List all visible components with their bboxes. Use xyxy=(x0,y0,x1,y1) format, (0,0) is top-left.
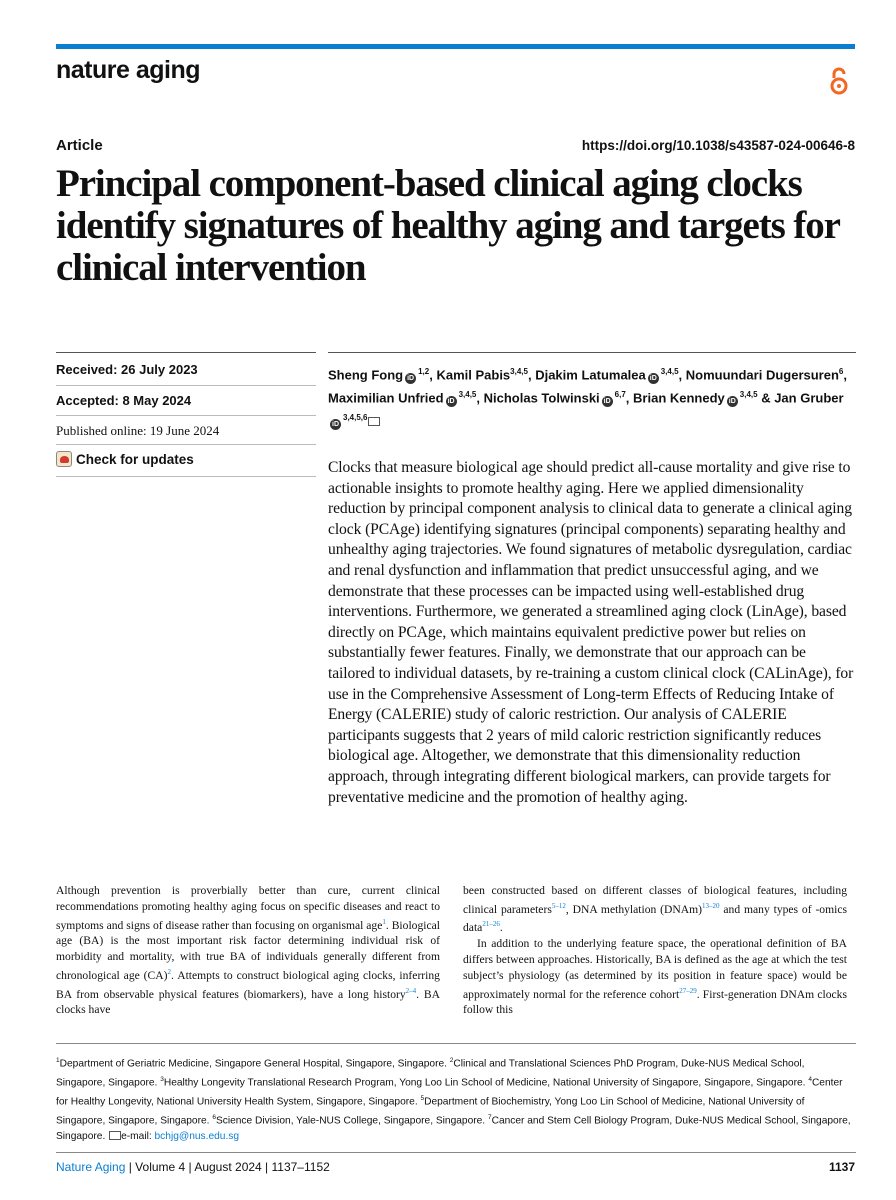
reference-citation: 21–26 xyxy=(482,920,500,929)
affiliation-number: 4 xyxy=(808,1075,812,1083)
footer-citation xyxy=(56,1160,330,1174)
reference-citation: 2 xyxy=(167,967,172,976)
orcid-icon: iD xyxy=(603,398,611,406)
author-separator: , xyxy=(625,390,634,406)
author-list xyxy=(328,362,848,430)
author-name: Nicholas Tolwinski xyxy=(483,390,600,406)
journal-name[interactable]: nature aging xyxy=(56,56,201,84)
author-name: Kamil Pabis xyxy=(436,367,511,383)
affiliation-number: 3 xyxy=(160,1075,164,1083)
meta-divider xyxy=(56,444,316,445)
meta-rule xyxy=(56,352,316,353)
footer-rule xyxy=(56,1152,856,1153)
body-paragraph: Although prevention is proverbially better than cure, current clinical recommendations promoting healthy aging focus on specific diseases and react to symptoms and signs of disease rather than focusing on organismal age$^1$. Biological age (BA) is the most important risk factor determining individual risk of morbidity and mortality, with true BA of individuals generally different from chronological age (CA)$^2$. Attempts to construct biological aging clocks, inferring BA from observable physical features (biomarkers), have a long history$^{2-4}$. BA clocks have xyxy=(56,884,440,1017)
orcid-icon: iD xyxy=(447,398,455,406)
page-number: 1137 xyxy=(828,1160,855,1174)
abstract: Clocks that measure biological age should predict all-cause mortality and give rise to actionable insights to promote healthy aging. Here we applied dimensionality reduction by principal component analysis to clinical data to generate a clinical aging clock (PCAge) identifying signatures (principal components) separating healthy and unhealthy aging trajectories. We found signatures of metabolic dysregulation, cardiac and renal dysfunction and inflammation that predict unsuccessful aging, and we demonstrate that these processes can be impacted using well-established drug interventions. Furthermore, we generated a streamlined aging clock (LinAge), based directly on PCAge, which maintains equivalent predictive power but relies on substantially fewer features. Finally, we demonstrate that our approach can be tailored to individual datasets, by re-training a custom clinical clock (CALinAge), for use in the Comprehensive Assessment of Long-term Effects of Reducing Intake of Energy (CALERIE) study of caloric restriction. Our analysis of CALERIE participants suggests that 2 years of mild caloric restriction significantly reduces biological age. Altogether, we demonstrate that this dimensionality reduction approach, through integrating different biological markers, can provide targets for preventative medicine and the promotion of healthy aging. xyxy=(328,459,854,806)
header-rule xyxy=(56,44,855,49)
orcid-icon: iD xyxy=(728,398,736,406)
accepted-date: Accepted: 8 May 2024 xyxy=(56,393,192,408)
author-affiliation: 1,2 xyxy=(418,367,430,376)
authors-rule xyxy=(328,352,856,353)
meta-divider xyxy=(56,415,316,416)
author-name: Maximilian Unfried xyxy=(328,390,444,406)
author-separator: , xyxy=(476,390,484,406)
author-affiliation: 3,4,5 xyxy=(739,389,758,399)
author-affiliation: 3,4,5 xyxy=(510,367,528,376)
author-affiliation: 3,4,5 xyxy=(458,389,477,399)
affiliation-number: 2 xyxy=(449,1057,454,1064)
orcid-icon: iD xyxy=(332,420,339,428)
author-name: Djakim Latumalea xyxy=(535,367,646,383)
author-name: Sheng Fong xyxy=(328,367,404,383)
author-affiliation: 6 xyxy=(838,367,844,376)
affiliation-number: 1 xyxy=(56,1057,60,1064)
reference-citation: 27–29 xyxy=(679,986,697,995)
body-paragraph: In addition to the underlying feature space, the operational definition of BA differs between approaches. Historically, BA is defined as the age at which the test subject’s physiology (as determined by its position in feature space) would be approximately normal for the reference cohort$^{27-29}$. First-generation DNAm clocks follow this xyxy=(463,937,847,1017)
meta-divider xyxy=(56,476,316,477)
body-column-right xyxy=(463,883,847,1018)
author-separator: , xyxy=(843,367,847,383)
affiliation-number: 6 xyxy=(212,1113,216,1121)
reference-citation: 13–20 xyxy=(702,901,720,910)
orcid-icon: iD xyxy=(649,375,657,383)
author-affiliation: 3,4,5,6 xyxy=(343,412,368,422)
check-for-updates-link[interactable] xyxy=(56,451,194,467)
reference-citation: 5–12 xyxy=(551,901,566,910)
article-type-label: Article xyxy=(56,137,103,154)
author-separator: , xyxy=(429,367,437,383)
affiliation-number: 7 xyxy=(487,1113,492,1121)
footnote-rule xyxy=(56,1043,856,1044)
mail-icon xyxy=(109,1131,121,1140)
author-name: Brian Kennedy xyxy=(633,390,725,406)
received-date: Received: 26 July 2023 xyxy=(56,362,198,377)
reference-citation: 1 xyxy=(382,917,386,926)
footer-issue: | Volume 4 | August 2024 | 1137–1152 xyxy=(125,1160,330,1174)
body-column-left xyxy=(56,883,440,1018)
author-separator: , xyxy=(678,367,686,383)
author-name: Nomuundari Dugersuren xyxy=(685,367,839,383)
email-link[interactable]: bchjg@nus.edu.sg xyxy=(154,1130,240,1142)
body-paragraph: been constructed based on different classes of biological features, including clinical parameters$^{5-12}$, DNA methylation (DNAm)$^{13-20}$ and many types of -omics data$^{21-26}$. xyxy=(463,884,847,935)
check-updates-label: Check for updates xyxy=(76,451,194,467)
affiliations: $^1$Department of Geriatric Medicine, Singapore General Hospital, Singapore, Singapore. $^2$Clinical and Translational Sciences PhD Program, Duke-NUS Medical School, Singapore, Singapore. $^3$Healthy Longevity Translational Research Program, Yong Loo Lin School of Medicine, National University of Singapore, Singapore, Singapore. $^4$Center for Healthy Longevity, National University Health System, Singapore, Singapore. $^5$Department of Biochemistry, Yong Loo Lin School of Medicine, National University of Singapore, Singapore, Singapore. $^6$Science Division, Yale-NUS College, Singapore, Singapore. $^7$Cancer and Stem Cell Biology Program, Duke-NUS Medical School, Singapore, Singapore. e-mail: bchjg@nus.edu.sg xyxy=(56,1057,851,1142)
open-access-icon xyxy=(828,66,850,96)
article-title: Principal component-based clinical aging clocks identify signatures of healthy aging and targets for clinical intervention xyxy=(56,162,840,289)
orcid-icon: iD xyxy=(407,375,415,383)
author-affiliation: 6,7 xyxy=(614,389,626,399)
mail-icon xyxy=(368,417,380,426)
author-name: Jan Gruber xyxy=(774,390,844,406)
meta-divider xyxy=(56,385,316,386)
author-affiliation: 3,4,5 xyxy=(660,367,679,376)
author-separator: , xyxy=(527,367,536,383)
reference-citation: 2–4 xyxy=(405,986,417,995)
author-separator: & xyxy=(757,390,775,406)
affiliation-number: 5 xyxy=(420,1094,425,1102)
published-date: Published online: 19 June 2024 xyxy=(56,423,220,438)
footer-journal[interactable]: Nature Aging xyxy=(56,1160,126,1174)
check-updates-icon xyxy=(56,451,72,467)
doi-link[interactable]: https://doi.org/10.1038/s43587-024-00646-8 xyxy=(581,138,855,153)
